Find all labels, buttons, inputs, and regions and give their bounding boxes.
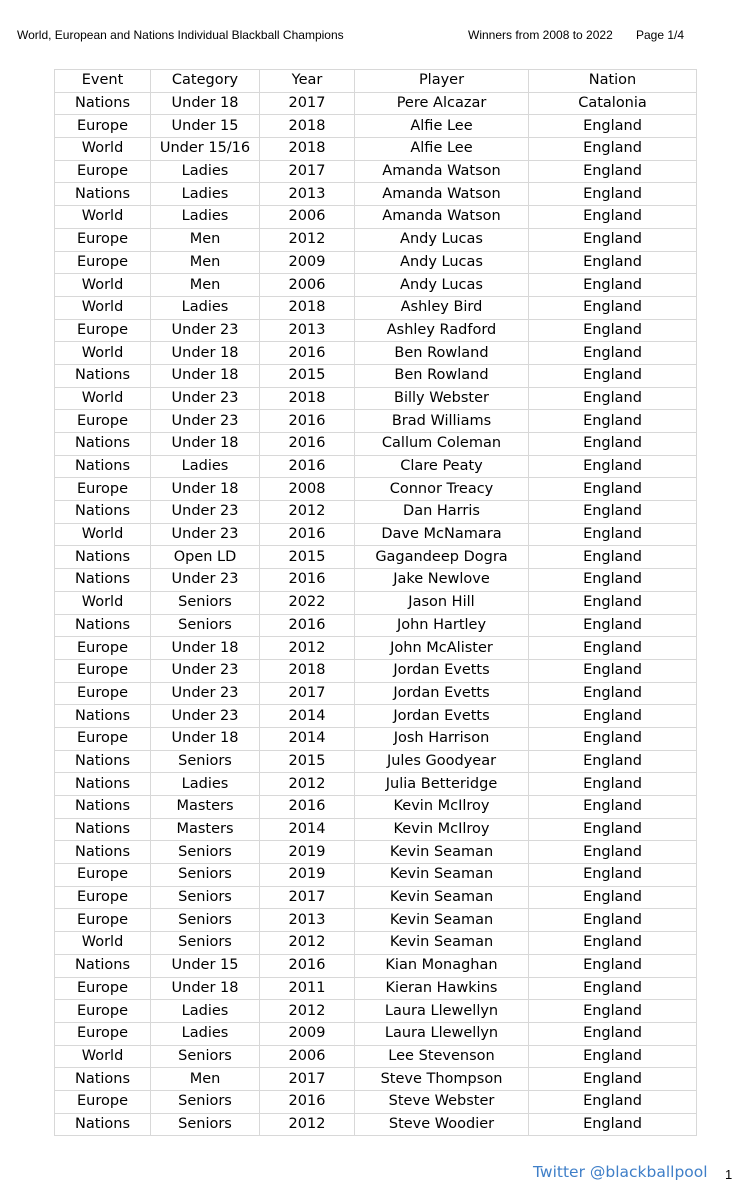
cell-category: Seniors [151, 1113, 260, 1136]
cell-nation: Catalonia [529, 92, 697, 115]
cell-year: 2012 [260, 228, 355, 251]
cell-player: Jordan Evetts [355, 705, 529, 728]
cell-player: Clare Peaty [355, 455, 529, 478]
cell-year: 2018 [260, 387, 355, 410]
cell-category: Ladies [151, 206, 260, 229]
cell-event: Nations [55, 501, 151, 524]
cell-nation: England [529, 115, 697, 138]
cell-category: Men [151, 274, 260, 297]
cell-year: 2012 [260, 1113, 355, 1136]
document-title: World, European and Nations Individual Blackball Champions [17, 28, 344, 42]
table-row [55, 296, 697, 319]
cell-nation: England [529, 546, 697, 569]
cell-year: 2016 [260, 410, 355, 433]
table-row [55, 569, 697, 592]
table-row [55, 387, 697, 410]
cell-player: Steve Webster [355, 1090, 529, 1113]
cell-year: 2022 [260, 591, 355, 614]
table-row [55, 705, 697, 728]
cell-year: 2016 [260, 433, 355, 456]
cell-nation: England [529, 1000, 697, 1023]
cell-event: Europe [55, 977, 151, 1000]
cell-year: 2006 [260, 274, 355, 297]
cell-nation: England [529, 637, 697, 660]
cell-category: Men [151, 251, 260, 274]
cell-year: 2012 [260, 773, 355, 796]
cell-event: Europe [55, 115, 151, 138]
cell-nation: England [529, 591, 697, 614]
cell-player: Kevin Seaman [355, 886, 529, 909]
cell-player: Steve Woodier [355, 1113, 529, 1136]
cell-category: Under 18 [151, 342, 260, 365]
cell-nation: England [529, 705, 697, 728]
cell-event: World [55, 296, 151, 319]
cell-category: Men [151, 1068, 260, 1091]
table-row [55, 773, 697, 796]
table-row [55, 1022, 697, 1045]
cell-nation: England [529, 1090, 697, 1113]
cell-category: Under 15 [151, 954, 260, 977]
cell-player: Kieran Hawkins [355, 977, 529, 1000]
cell-nation: England [529, 387, 697, 410]
cell-nation: England [529, 1113, 697, 1136]
cell-event: World [55, 523, 151, 546]
cell-category: Seniors [151, 1045, 260, 1068]
table-row [55, 954, 697, 977]
column-header-nation: Nation [529, 70, 697, 93]
cell-category: Under 18 [151, 637, 260, 660]
cell-nation: England [529, 410, 697, 433]
table-row [55, 410, 697, 433]
cell-nation: England [529, 501, 697, 524]
cell-year: 2013 [260, 319, 355, 342]
cell-event: Nations [55, 1068, 151, 1091]
cell-event: Europe [55, 909, 151, 932]
cell-nation: England [529, 433, 697, 456]
cell-player: Dave McNamara [355, 523, 529, 546]
cell-player: Kevin McIlroy [355, 796, 529, 819]
cell-category: Under 23 [151, 501, 260, 524]
cell-year: 2018 [260, 115, 355, 138]
table-row [55, 682, 697, 705]
cell-event: Europe [55, 1090, 151, 1113]
cell-category: Seniors [151, 750, 260, 773]
cell-year: 2009 [260, 1022, 355, 1045]
cell-nation: England [529, 319, 697, 342]
cell-player: Laura Llewellyn [355, 1022, 529, 1045]
cell-event: World [55, 591, 151, 614]
twitter-handle-link[interactable]: Twitter @blackballpool [533, 1163, 708, 1181]
cell-category: Under 23 [151, 387, 260, 410]
cell-category: Masters [151, 818, 260, 841]
cell-player: Alfie Lee [355, 138, 529, 161]
table-row [55, 614, 697, 637]
cell-event: World [55, 274, 151, 297]
cell-category: Under 23 [151, 682, 260, 705]
cell-player: Josh Harrison [355, 727, 529, 750]
cell-player: Connor Treacy [355, 478, 529, 501]
table-row [55, 1045, 697, 1068]
winners-range: Winners from 2008 to 2022 [468, 28, 613, 42]
cell-event: Europe [55, 160, 151, 183]
cell-nation: England [529, 569, 697, 592]
cell-event: Nations [55, 796, 151, 819]
cell-year: 2016 [260, 342, 355, 365]
cell-event: Europe [55, 886, 151, 909]
cell-event: World [55, 206, 151, 229]
cell-player: Amanda Watson [355, 183, 529, 206]
table-row [55, 818, 697, 841]
cell-event: World [55, 932, 151, 955]
cell-player: John McAlister [355, 637, 529, 660]
cell-category: Ladies [151, 455, 260, 478]
cell-nation: England [529, 478, 697, 501]
page-number: 1 [725, 1167, 733, 1182]
cell-player: Callum Coleman [355, 433, 529, 456]
cell-event: Nations [55, 1113, 151, 1136]
table-row [55, 364, 697, 387]
cell-category: Under 23 [151, 659, 260, 682]
cell-category: Under 15 [151, 115, 260, 138]
table-row [55, 750, 697, 773]
cell-category: Under 23 [151, 523, 260, 546]
cell-nation: England [529, 682, 697, 705]
cell-event: Nations [55, 546, 151, 569]
cell-player: Jordan Evetts [355, 682, 529, 705]
cell-category: Under 18 [151, 364, 260, 387]
cell-year: 2018 [260, 296, 355, 319]
cell-event: World [55, 1045, 151, 1068]
cell-nation: England [529, 886, 697, 909]
cell-player: Jordan Evetts [355, 659, 529, 682]
cell-year: 2019 [260, 864, 355, 887]
cell-category: Seniors [151, 614, 260, 637]
table-row [55, 523, 697, 546]
champions-table [54, 69, 697, 1136]
cell-year: 2014 [260, 818, 355, 841]
cell-year: 2006 [260, 1045, 355, 1068]
table-row [55, 637, 697, 660]
column-header-event: Event [55, 70, 151, 93]
cell-year: 2012 [260, 501, 355, 524]
cell-event: Nations [55, 614, 151, 637]
cell-year: 2009 [260, 251, 355, 274]
cell-year: 2016 [260, 1090, 355, 1113]
cell-category: Ladies [151, 160, 260, 183]
cell-year: 2012 [260, 932, 355, 955]
cell-nation: England [529, 932, 697, 955]
column-header-category: Category [151, 70, 260, 93]
cell-year: 2017 [260, 682, 355, 705]
cell-event: Nations [55, 433, 151, 456]
table-row [55, 1068, 697, 1091]
table-row [55, 342, 697, 365]
cell-player: Andy Lucas [355, 274, 529, 297]
cell-nation: England [529, 251, 697, 274]
cell-nation: England [529, 228, 697, 251]
cell-nation: England [529, 455, 697, 478]
table-row [55, 932, 697, 955]
table-row [55, 251, 697, 274]
table-row [55, 433, 697, 456]
cell-nation: England [529, 659, 697, 682]
cell-year: 2011 [260, 977, 355, 1000]
cell-category: Masters [151, 796, 260, 819]
cell-year: 2016 [260, 796, 355, 819]
cell-category: Under 18 [151, 977, 260, 1000]
table-row [55, 591, 697, 614]
cell-year: 2016 [260, 614, 355, 637]
table-row [55, 977, 697, 1000]
cell-nation: England [529, 727, 697, 750]
cell-year: 2016 [260, 569, 355, 592]
cell-player: Kian Monaghan [355, 954, 529, 977]
cell-player: Julia Betteridge [355, 773, 529, 796]
cell-event: Europe [55, 1000, 151, 1023]
cell-category: Under 23 [151, 569, 260, 592]
cell-player: Ben Rowland [355, 364, 529, 387]
cell-category: Under 18 [151, 727, 260, 750]
cell-player: Dan Harris [355, 501, 529, 524]
table-row [55, 455, 697, 478]
cell-nation: England [529, 523, 697, 546]
cell-event: Nations [55, 705, 151, 728]
cell-nation: England [529, 773, 697, 796]
cell-player: Amanda Watson [355, 160, 529, 183]
table-row [55, 1113, 697, 1136]
column-header-player: Player [355, 70, 529, 93]
cell-nation: England [529, 750, 697, 773]
cell-category: Seniors [151, 841, 260, 864]
cell-category: Seniors [151, 1090, 260, 1113]
cell-category: Men [151, 228, 260, 251]
cell-year: 2006 [260, 206, 355, 229]
table-row [55, 796, 697, 819]
cell-player: Ashley Bird [355, 296, 529, 319]
cell-category: Under 23 [151, 705, 260, 728]
cell-event: Europe [55, 682, 151, 705]
cell-event: World [55, 138, 151, 161]
cell-year: 2015 [260, 546, 355, 569]
cell-event: World [55, 342, 151, 365]
cell-category: Seniors [151, 886, 260, 909]
cell-nation: England [529, 138, 697, 161]
cell-year: 2017 [260, 160, 355, 183]
cell-year: 2016 [260, 455, 355, 478]
cell-year: 2016 [260, 954, 355, 977]
table-row [55, 274, 697, 297]
cell-nation: England [529, 274, 697, 297]
table-header-row [55, 70, 697, 93]
cell-year: 2017 [260, 1068, 355, 1091]
cell-event: Europe [55, 637, 151, 660]
cell-player: Kevin McIlroy [355, 818, 529, 841]
cell-player: Ashley Radford [355, 319, 529, 342]
cell-nation: England [529, 1022, 697, 1045]
cell-event: Nations [55, 92, 151, 115]
cell-nation: England [529, 296, 697, 319]
cell-nation: England [529, 864, 697, 887]
cell-player: Amanda Watson [355, 206, 529, 229]
cell-nation: England [529, 977, 697, 1000]
table-row [55, 228, 697, 251]
table-row [55, 864, 697, 887]
cell-event: Europe [55, 1022, 151, 1045]
cell-year: 2015 [260, 364, 355, 387]
cell-event: Europe [55, 251, 151, 274]
cell-nation: England [529, 614, 697, 637]
cell-year: 2012 [260, 1000, 355, 1023]
table-row [55, 886, 697, 909]
cell-category: Under 23 [151, 319, 260, 342]
cell-nation: England [529, 954, 697, 977]
table-row [55, 727, 697, 750]
table-row [55, 92, 697, 115]
cell-nation: England [529, 1045, 697, 1068]
cell-category: Under 18 [151, 433, 260, 456]
cell-player: Jules Goodyear [355, 750, 529, 773]
cell-category: Ladies [151, 1022, 260, 1045]
cell-category: Ladies [151, 296, 260, 319]
cell-nation: England [529, 1068, 697, 1091]
cell-player: Andy Lucas [355, 228, 529, 251]
cell-player: Pere Alcazar [355, 92, 529, 115]
cell-nation: England [529, 183, 697, 206]
cell-year: 2018 [260, 138, 355, 161]
cell-year: 2014 [260, 727, 355, 750]
cell-event: Nations [55, 455, 151, 478]
cell-player: Kevin Seaman [355, 864, 529, 887]
cell-category: Under 23 [151, 410, 260, 433]
cell-category: Seniors [151, 591, 260, 614]
cell-nation: England [529, 206, 697, 229]
cell-category: Under 18 [151, 478, 260, 501]
cell-player: Steve Thompson [355, 1068, 529, 1091]
cell-event: Nations [55, 841, 151, 864]
cell-year: 2016 [260, 523, 355, 546]
cell-category: Under 15/16 [151, 138, 260, 161]
cell-year: 2008 [260, 478, 355, 501]
table-body [55, 92, 697, 1136]
cell-year: 2019 [260, 841, 355, 864]
cell-event: Nations [55, 364, 151, 387]
table-row [55, 501, 697, 524]
cell-category: Open LD [151, 546, 260, 569]
cell-player: Lee Stevenson [355, 1045, 529, 1068]
table-row [55, 841, 697, 864]
cell-nation: England [529, 841, 697, 864]
table-row [55, 319, 697, 342]
cell-player: Alfie Lee [355, 115, 529, 138]
cell-event: Nations [55, 750, 151, 773]
cell-event: Nations [55, 569, 151, 592]
cell-category: Seniors [151, 932, 260, 955]
cell-event: World [55, 387, 151, 410]
cell-category: Ladies [151, 183, 260, 206]
cell-year: 2012 [260, 637, 355, 660]
cell-event: Nations [55, 954, 151, 977]
table-row [55, 183, 697, 206]
cell-event: Europe [55, 410, 151, 433]
table-row [55, 1000, 697, 1023]
cell-year: 2014 [260, 705, 355, 728]
cell-player: Andy Lucas [355, 251, 529, 274]
table-row [55, 909, 697, 932]
cell-event: Europe [55, 727, 151, 750]
cell-category: Under 18 [151, 92, 260, 115]
cell-nation: England [529, 818, 697, 841]
cell-event: Nations [55, 773, 151, 796]
cell-year: 2015 [260, 750, 355, 773]
cell-player: Jason Hill [355, 591, 529, 614]
cell-player: John Hartley [355, 614, 529, 637]
table-row [55, 206, 697, 229]
cell-category: Seniors [151, 909, 260, 932]
cell-event: Europe [55, 319, 151, 342]
cell-category: Ladies [151, 773, 260, 796]
cell-nation: England [529, 342, 697, 365]
cell-year: 2013 [260, 909, 355, 932]
table-row [55, 160, 697, 183]
cell-nation: England [529, 160, 697, 183]
cell-nation: England [529, 796, 697, 819]
cell-player: Kevin Seaman [355, 909, 529, 932]
table-row [55, 659, 697, 682]
cell-year: 2017 [260, 92, 355, 115]
cell-event: Europe [55, 228, 151, 251]
cell-player: Billy Webster [355, 387, 529, 410]
cell-category: Seniors [151, 864, 260, 887]
cell-player: Jake Newlove [355, 569, 529, 592]
cell-player: Ben Rowland [355, 342, 529, 365]
cell-nation: England [529, 364, 697, 387]
cell-event: Europe [55, 478, 151, 501]
cell-nation: England [529, 909, 697, 932]
cell-year: 2017 [260, 886, 355, 909]
table-row [55, 1090, 697, 1113]
cell-year: 2018 [260, 659, 355, 682]
page-indicator: Page 1/4 [636, 28, 685, 42]
cell-player: Laura Llewellyn [355, 1000, 529, 1023]
table-row [55, 478, 697, 501]
cell-event: Europe [55, 864, 151, 887]
table-row [55, 546, 697, 569]
cell-category: Ladies [151, 1000, 260, 1023]
table-row [55, 115, 697, 138]
cell-event: Nations [55, 818, 151, 841]
table-row [55, 138, 697, 161]
cell-event: Europe [55, 659, 151, 682]
cell-year: 2013 [260, 183, 355, 206]
cell-player: Kevin Seaman [355, 841, 529, 864]
column-header-year: Year [260, 70, 355, 93]
cell-event: Nations [55, 183, 151, 206]
cell-player: Gagandeep Dogra [355, 546, 529, 569]
cell-player: Kevin Seaman [355, 932, 529, 955]
cell-player: Brad Williams [355, 410, 529, 433]
